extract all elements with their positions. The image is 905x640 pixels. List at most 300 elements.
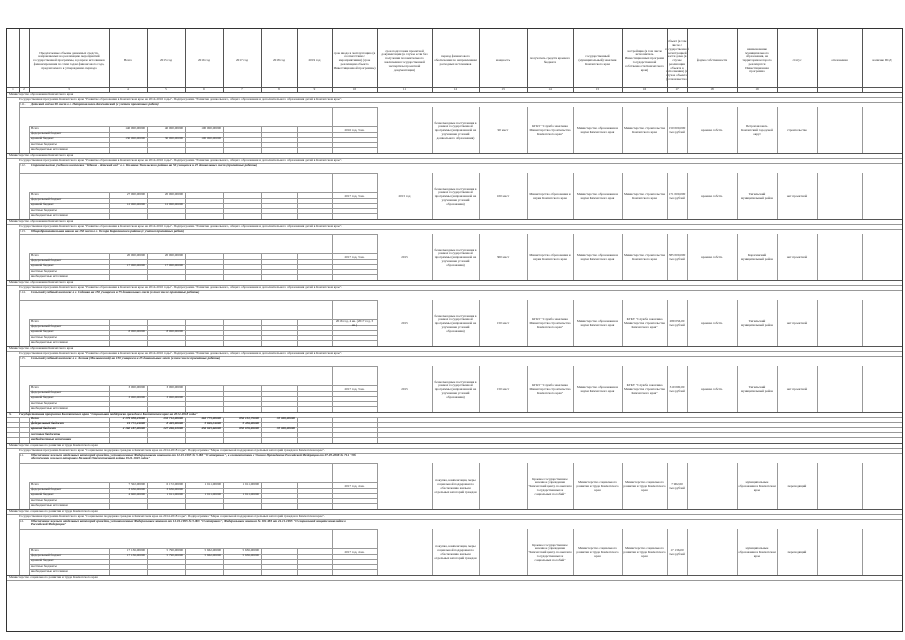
table-rule — [185, 548, 186, 575]
table-rule — [622, 107, 623, 153]
funding-description: безвозмездные поступления в рамках государственной программы (направленной на улучшение условий образования) — [434, 247, 477, 267]
state-customer: Министерство образования и науки Камчатского края — [576, 192, 619, 200]
finance-2016: 5 662,00000 — [204, 553, 221, 558]
finance-2016 — [186, 396, 221, 400]
table-rule — [479, 29, 480, 92]
finance-2017 — [224, 193, 259, 197]
finance-2016 — [186, 325, 221, 329]
ministry-line: Министерство социального развития и труда Камчатского края — [9, 508, 98, 513]
ownership-form: краевая собств. — [701, 321, 723, 326]
summary-2015: 132 712,00000 — [163, 416, 183, 420]
commissioning-term: 2017 год, 3 кв. — [344, 387, 365, 392]
table-rule — [667, 366, 668, 412]
summary-total: 19 771,24000 — [126, 421, 145, 426]
finance-row-label: местные бюджеты — [31, 141, 57, 146]
table-rule — [261, 192, 262, 219]
table-rule — [573, 300, 574, 346]
developer: КГКУ "Служба заказчика Министерства строительства Камчатского края" — [624, 317, 665, 329]
finance-2016 — [186, 143, 221, 147]
table-rule — [297, 29, 298, 92]
table-rule — [332, 463, 333, 509]
table-rule — [19, 163, 20, 219]
table-rule — [667, 529, 668, 575]
table-rule — [862, 173, 863, 219]
header-cell: 2016 год — [198, 58, 210, 63]
summary-2017: 5 456,00000 — [242, 421, 259, 426]
finance-2015: 3 000,00000 — [166, 395, 183, 400]
finance-row-label: федеральный бюджет — [31, 324, 62, 329]
table-rule — [479, 463, 480, 509]
finance-2017 — [224, 407, 259, 411]
summary-row-label: Всего — [31, 416, 39, 420]
developer: Министерство строительства Камчатского края — [623, 253, 666, 261]
finance-2017 — [224, 132, 259, 136]
estimated-cost: 289 056,00 тыс.рублей — [669, 319, 685, 327]
table-rule — [862, 366, 863, 412]
finance-row-label: краевой бюджет — [31, 492, 54, 497]
table-rule — [777, 366, 778, 412]
funding-description: покупка, компенсация, меры социальной поддержки по обеспечению жильем отдельных категорий граждан — [434, 544, 477, 560]
item-title: Детский сад на 90 мест в г. Петропавловск-Камчатский (с учетом проектных работ) — [31, 101, 159, 106]
finance-total — [110, 148, 145, 152]
table-rule — [667, 107, 668, 153]
investment-program-table — [6, 28, 903, 632]
finance-2016 — [186, 499, 221, 503]
summary-2016: 456 925,66000 — [201, 426, 221, 431]
finance-2017 — [224, 275, 259, 279]
table-rule — [527, 463, 528, 509]
table-rule — [297, 319, 298, 346]
finance-2016 — [186, 264, 221, 268]
finance-2017: 1 611,00000 — [242, 482, 259, 486]
commissioning-term: 2017 год, 4 кв. — [344, 484, 365, 489]
table-rule — [261, 417, 262, 443]
table-rule — [185, 192, 186, 219]
finance-2017 — [224, 499, 259, 503]
table-rule — [7, 580, 902, 581]
finance-2015: 17 000,00000 — [164, 263, 183, 268]
project-status: нет проектной — [786, 321, 808, 326]
capacity: 150 мест — [496, 321, 510, 326]
finance-2016 — [186, 270, 221, 274]
summary-2017 — [224, 433, 259, 437]
table-rule — [479, 529, 480, 575]
finance-total — [110, 565, 145, 569]
finance-2016 — [186, 148, 221, 152]
finance-row-label: краевой бюджет — [31, 329, 54, 334]
table-rule — [19, 519, 20, 575]
state-customer: Министерство социального развития и труда Камчатского края — [576, 480, 619, 492]
finance-row-label: внебюджетные источники — [31, 212, 68, 217]
table-rule — [297, 126, 298, 153]
table-rule — [667, 463, 668, 509]
commissioning-term: 2017 год, 4 кв. — [344, 550, 365, 555]
capacity — [480, 467, 526, 507]
estimated-cost: 385 000,000 тыс.рублей — [668, 253, 686, 261]
finance-2015: 3 000,00000 — [166, 385, 183, 389]
summary-2018 — [262, 438, 295, 442]
budget-recipient: Краевое государственное казенное учреждение "Камчатский центр по выплате государственных и социальных пособий" — [528, 476, 572, 496]
finance-2015 — [148, 565, 183, 569]
item-code: 2.15. — [19, 355, 26, 360]
table-rule — [147, 385, 148, 412]
program-code: 3. — [9, 411, 12, 416]
table-rule — [737, 107, 738, 153]
finance-2015: 20 000,00000 — [164, 192, 183, 196]
table-rule — [185, 29, 186, 92]
finance-total: 27 000,00000 — [126, 192, 145, 196]
summary-2018 — [262, 433, 295, 437]
table-rule — [109, 319, 110, 346]
header-cell: мощность — [495, 58, 511, 63]
finance-2015: 40 000,00000 — [164, 126, 183, 130]
finance-2016 — [186, 570, 221, 574]
table-rule — [667, 300, 668, 346]
finance-2017 — [224, 504, 259, 508]
finance-total — [110, 336, 145, 340]
column-number: 17 — [675, 86, 679, 91]
table-rule — [817, 234, 818, 280]
table-rule — [817, 463, 818, 509]
table-rule — [862, 300, 863, 346]
table-rule — [147, 126, 148, 153]
finance-2015 — [148, 320, 183, 324]
column-number: 9 — [313, 86, 316, 91]
finance-2016 — [186, 504, 221, 508]
finance-2017 — [224, 559, 259, 563]
finance-2015: 8 000,00000 — [166, 329, 183, 334]
table-rule — [147, 319, 148, 346]
header-cell: объект (в том числе с государственной регистрацией части дома (в случае реализации объекта в исполнении) (в случае объекта) (если известно) — [665, 39, 689, 82]
item-title: Общеобразовательная школа на 150 мест в с. Оссора Карагинского района (с учетом проектных работ) — [31, 228, 185, 233]
table-rule — [29, 126, 377, 127]
table-rule — [377, 234, 378, 280]
finance-row-label: местные бюджеты — [31, 497, 57, 502]
ministry-line: Министерство социального развития и труда Камчатского края — [9, 574, 98, 579]
table-rule — [19, 173, 377, 174]
ministry-line: Министерство образования Камчатского края — [9, 345, 74, 350]
finance-2015 — [148, 407, 183, 411]
finance-2015 — [148, 341, 183, 345]
finance-2016 — [186, 330, 221, 334]
table-rule — [527, 107, 528, 153]
ownership-form: краевая собств. — [701, 255, 723, 260]
finance-total — [110, 270, 145, 274]
finance-total: 12 000,00000 — [126, 202, 145, 207]
finance-row-label: внебюджетные источники — [31, 568, 68, 573]
table-rule — [862, 29, 863, 92]
design-term — [378, 111, 431, 151]
finance-row-label: Всего — [31, 126, 40, 130]
finance-2016: 100 000,00000 — [201, 136, 221, 141]
table-rule — [432, 29, 433, 92]
finance-2017 — [224, 391, 259, 395]
table-rule — [737, 29, 738, 92]
finance-2017 — [224, 565, 259, 569]
summary-2017 — [224, 438, 259, 442]
finance-2017: 5 636,00000 — [242, 548, 259, 552]
table-rule — [377, 29, 378, 92]
summary-2015 — [148, 433, 183, 437]
item-title: Строительство учебного комплекса "Школа - детский сад" в с. Паланка Тигильского района на 50 учащихся и 25 дошкольных мест (проектные работы) — [31, 162, 258, 167]
table-rule — [687, 29, 688, 92]
summary-total: 2 160 187,00000 — [122, 426, 145, 431]
table-rule — [332, 107, 333, 153]
summary-2016: 5 849,34000 — [204, 421, 221, 426]
table-rule — [19, 290, 20, 346]
table-rule — [573, 366, 574, 412]
finance-2017 — [224, 214, 259, 218]
header-cell: период финансового обеспечения по направлениям расходных источников — [434, 54, 477, 66]
table-rule — [432, 529, 433, 575]
table-rule — [29, 548, 377, 549]
table-rule — [687, 107, 688, 153]
finance-2015: 5 790,00000 — [166, 553, 183, 558]
finance-row-label: краевой бюджет — [31, 395, 54, 400]
header-cell: отклонения — [831, 58, 848, 63]
municipality: Карагинский муниципальный район — [740, 253, 774, 261]
finance-2016 — [186, 259, 221, 263]
finance-2017 — [224, 570, 259, 574]
estimated-cost: 171 000,000 тыс.рублей — [668, 192, 686, 200]
table-rule — [377, 417, 378, 443]
table-rule — [777, 300, 778, 346]
column-number: 8 — [278, 86, 280, 91]
finance-2015 — [148, 499, 183, 503]
table-rule — [109, 385, 110, 412]
finance-2016 — [186, 275, 221, 279]
design-term: 2015 год — [398, 194, 411, 199]
table-rule — [29, 192, 30, 219]
developer: Министерство социального развития и труда Камчатского края — [623, 546, 666, 558]
table-rule — [29, 29, 30, 92]
table-rule — [573, 29, 574, 92]
budget-recipient: Министерство образования и науки Камчатского края — [529, 253, 571, 261]
table-rule — [667, 29, 668, 92]
column-number: 4 — [127, 86, 129, 91]
finance-row-label: краевой бюджет — [31, 558, 54, 563]
table-rule — [223, 319, 224, 346]
finance-2016 — [186, 565, 221, 569]
capacity: 90 мест — [497, 128, 509, 133]
finance-2015 — [148, 214, 183, 218]
header-cell: наименование муниципального образования, на территории которого реализуется Инвестиционная программа — [742, 46, 772, 74]
column-number: 2 — [23, 86, 25, 91]
table-rule — [622, 463, 623, 509]
finance-row-label: Всего — [31, 192, 40, 196]
finance-total: 20 000,00000 — [126, 253, 145, 257]
table-rule — [297, 482, 298, 509]
finance-total — [110, 559, 145, 563]
header-cell: срок ввода в эксплуатацию (в соответствии с мероприятиями) (срок реализации объекта Инвестиционной программы) — [333, 50, 376, 70]
finance-total — [110, 570, 145, 574]
finance-2015: 5 790,00000 — [166, 548, 183, 552]
header-cell: 2017 год — [236, 58, 248, 63]
table-rule — [622, 366, 623, 412]
program-line: Государственная программа Камчатского края "Социальная поддержка граждан в Камчатском крае на 2014-2018 годы". Подпрограмма "Меры социальной поддержки отдельных категорий граждан в Камчатском крае". — [19, 513, 325, 518]
finance-2016 — [186, 386, 221, 390]
table-rule — [109, 548, 110, 575]
ownership-form — [688, 533, 736, 573]
finance-2015 — [148, 209, 183, 213]
finance-2017 — [224, 209, 259, 213]
program-title: Государственная программа Камчатского края "Социальная поддержка граждан в Камчатском крае на 2014-2018 годы" — [19, 411, 198, 416]
table-rule — [527, 300, 528, 346]
finance-total — [110, 504, 145, 508]
table-rule — [377, 366, 378, 412]
finance-2015: 20 000,00000 — [164, 253, 183, 257]
table-rule — [29, 192, 377, 193]
finance-row-label: местные бюджеты — [31, 400, 57, 405]
table-rule — [261, 253, 262, 280]
project-status: нет проектной — [786, 194, 808, 199]
finance-2015 — [148, 270, 183, 274]
state-customer: Министерство образования и науки Камчатского края — [576, 253, 619, 261]
finance-2015 — [148, 402, 183, 406]
table-rule — [817, 107, 818, 153]
table-rule — [777, 173, 778, 219]
developer: КГКУ "Служба заказчика Министерства строительства Камчатского края" — [624, 383, 665, 395]
table-rule — [147, 192, 148, 219]
project-status: нет проектной — [786, 255, 808, 260]
table-rule — [777, 529, 778, 575]
table-rule — [817, 529, 818, 575]
finance-row-label: местные бюджеты — [31, 268, 57, 273]
table-rule — [862, 107, 863, 153]
finance-row-label: Всего — [31, 319, 40, 323]
column-number: 15 — [595, 86, 600, 91]
table-rule — [19, 234, 377, 235]
commissioning-term: 2016 год, 3 кв. — [344, 128, 365, 133]
finance-2015: 1 611,00000 — [166, 492, 183, 497]
finance-row-label: внебюджетные источники — [31, 273, 68, 278]
table-rule — [29, 253, 377, 254]
summary-2016: 462 775,00000 — [201, 416, 221, 420]
table-rule — [19, 529, 377, 530]
finance-2017 — [224, 198, 259, 202]
finance-row-label: внебюджетные источники — [31, 146, 68, 151]
design-term: 2015 — [401, 387, 408, 392]
finance-2015: 3 636,00000 — [166, 487, 183, 492]
header-cell: статус — [792, 58, 802, 63]
header-cell: 2015 год — [160, 58, 172, 63]
ministry-line: Министерство социального развития и труда Камчатского края — [9, 442, 98, 447]
estimated-cost: 17 136,00 тыс.рублей — [669, 548, 685, 556]
table-rule — [297, 253, 298, 280]
column-number: 3 — [68, 86, 70, 91]
program-line: Государственная программа Камчатского края "Развитие образования в Камчатском крае на 2014-2016 годы". Подпрограмма "Развитие дошкольного, общего образования и дополнительного образования детей в Камчатском крае". — [19, 157, 343, 162]
finance-2016 — [186, 402, 221, 406]
finance-row-label: местные бюджеты — [31, 563, 57, 568]
funding-description: покупка, компенсация, меры социальной поддержки по обеспечению жильем отдельных категорий граждан — [434, 478, 477, 494]
finance-2016 — [186, 407, 221, 411]
finance-2017 — [224, 143, 259, 147]
finance-total — [110, 499, 145, 503]
estimated-cost: 7 902,00 тыс.рублей — [669, 482, 685, 490]
table-rule — [223, 253, 224, 280]
ownership-form: краевая собств. — [701, 194, 723, 199]
summary-2016 — [186, 438, 221, 442]
finance-row-label: федеральный бюджет — [31, 197, 62, 202]
ministry-line: Министерство образования Камчатского края — [9, 91, 74, 96]
table-rule — [147, 417, 148, 443]
finance-row-label: краевой бюджет — [31, 202, 54, 207]
table-rule — [573, 463, 574, 509]
table-rule — [29, 417, 30, 443]
table-rule — [223, 482, 224, 509]
finance-row-label: федеральный бюджет — [31, 258, 62, 263]
table-rule — [185, 417, 186, 443]
table-rule — [687, 234, 688, 280]
finance-2017 — [224, 336, 259, 340]
table-rule — [29, 253, 30, 280]
table-rule — [432, 463, 433, 509]
design-term — [378, 533, 431, 573]
table-rule — [19, 107, 377, 108]
table-rule — [29, 482, 30, 509]
table-rule — [223, 417, 224, 443]
table-rule — [622, 29, 623, 92]
header-cell: Всего — [123, 58, 133, 63]
item-code: 3.2. — [19, 518, 24, 523]
header-cell: застройщик (в том числе исполнитель Инвестиционных программ государственной собственности Камчатского края) — [624, 48, 665, 72]
finance-2016: 5 662,00000 — [204, 548, 221, 552]
finance-2017 — [224, 203, 259, 207]
finance-total: 17 000,00000 — [126, 263, 145, 268]
table-rule — [622, 173, 623, 219]
table-rule — [737, 234, 738, 280]
column-number: 7 — [241, 86, 243, 91]
summary-2017: 856 132,79000 — [239, 416, 259, 420]
table-rule — [573, 173, 574, 219]
column-number: 12 — [453, 86, 458, 91]
summary-row-label: краевой бюджет — [31, 426, 56, 431]
finance-2015: 12 000,00000 — [164, 202, 183, 207]
funding-description: безвозмездные поступления в рамках государственной программы (направленной на улучшение условий дошкольного образования) — [434, 120, 477, 140]
capacity: 100 мест — [496, 194, 510, 199]
table-rule — [261, 319, 262, 346]
table-rule — [527, 173, 528, 219]
table-rule — [109, 192, 110, 219]
table-rule — [185, 482, 186, 509]
table-rule — [223, 548, 224, 575]
capacity — [480, 533, 526, 573]
table-rule — [29, 319, 30, 346]
finance-row-label: краевой бюджет — [31, 136, 54, 141]
table-rule — [19, 366, 377, 367]
finance-2016 — [186, 559, 221, 563]
table-rule — [573, 107, 574, 153]
municipality: муниципальные образования в Камчатском крае — [738, 546, 776, 558]
table-rule — [332, 29, 333, 92]
column-number: 10 — [352, 86, 357, 91]
table-rule — [185, 126, 186, 153]
table-rule — [223, 385, 224, 412]
finance-2016 — [186, 209, 221, 213]
table-rule — [147, 482, 148, 509]
table-rule — [297, 192, 298, 219]
table-rule — [377, 463, 378, 509]
header-cell: государственный (муниципальный) заказчик Камчатского края — [578, 54, 617, 66]
program-line: Государственная программа Камчатского края "Социальная поддержка граждан в Камчатском крае на 2014-2018 годы". Подпрограмма "Меры социальной поддержки отдельных категорий граждан в Камчатском крае". — [19, 447, 325, 452]
item-code: 2.14. — [19, 289, 26, 294]
finance-2016 — [186, 336, 221, 340]
project-status: строительство — [786, 128, 808, 133]
column-number: 5 — [165, 86, 167, 91]
table-rule — [862, 529, 863, 575]
table-rule — [109, 253, 110, 280]
table-rule — [223, 126, 224, 153]
